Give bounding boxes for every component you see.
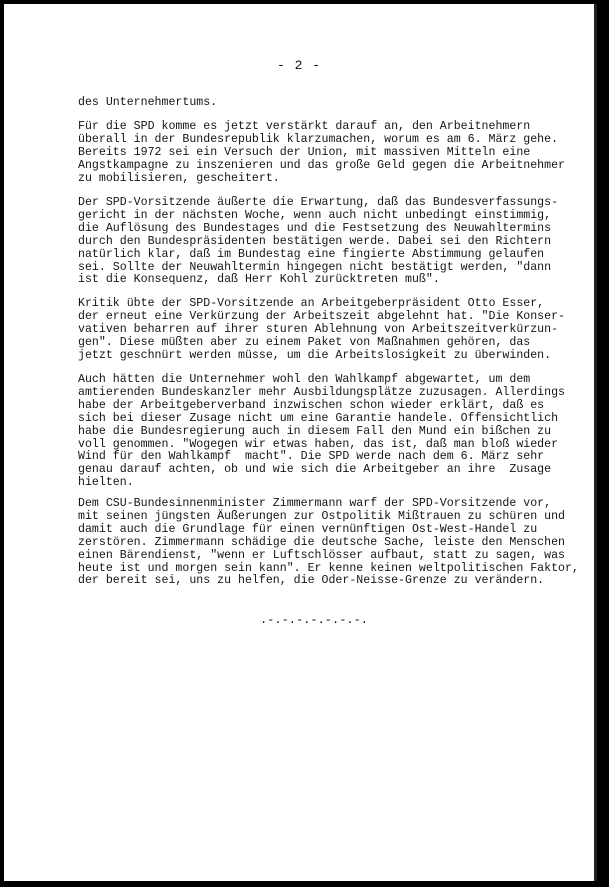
paragraph-zimmermann: Dem CSU-Bundesinnenminister Zimmermann warf der SPD-Vorsitzende vor, mit seinen jüngsten Äußerungen zur Ostpolitik Mißtrauen zu schüren und damit auch die Grundlage für einen vernünftigen Ost-West-Handel zu zerstören. Zimmermann schädige die deutsche Sache, leiste den Menschen einen Bärendienst, "wenn er Luftschlösser aufbaut, statt zu sagen, was heute ist und morgen sein kann". Er kenne keinen weltpolitischen Faktor, der bereit sei, uns zu helfen, die Oder-Neisse-Grenze zu verändern. <box>78 497 579 588</box>
document-page <box>4 4 597 881</box>
paragraph-unternehmer-wahlkampf: Auch hätten die Unternehmer wohl den Wahlkampf abgewartet, um dem amtierenden Bundeskanzler mehr Ausbildungsplätze zuzusagen. Allerdings habe der Arbeitgeberverband inzwischen schon wieder erklärt, daß es sich bei dieser Zusage nicht um eine Garantie handele. Offensichtlich habe die Bundesregierung auch in diesem Fall den Mund ein bißchen zu voll genommen. "Wogegen wir etwas haben, das ist, daß man bloß wieder Wind für den Wahlkampf macht". Die SPD werde nach dem 6. März sehr genau darauf achten, ob und wie sich die Arbeitgeber an ihre Zusage hielten. <box>78 373 566 490</box>
paragraph-bundesverfassungsgericht: Der SPD-Vorsitzende äußerte die Erwartung, daß das Bundesverfassungs- gericht in der nächsten Woche, wenn auch nicht unbedingt einstimmig, die Auflösung des Bundestages und die Festsetzung des Neuwahltermins durch den Bundespräsidenten bestätigen werde. Dabei sei den Richtern natürlich klar, daß im Bundestag eine fingierte Abstimmung gelaufen sei. Sollte der Neuwahltermin hingegen nicht bestätigt werden, "dann ist die Konsequenz, daß Herr Kohl zurücktreten muß". <box>78 196 559 287</box>
paragraph-intro: des Unternehmertums. <box>78 96 218 109</box>
paragraph-kritik-esser: Kritik übte der SPD-Vorsitzende an Arbeitgeberpräsident Otto Esser, der erneut eine Verkürzung der Arbeitszeit abgelehnt hat. "Die Konser- vativen beharren auf ihrer sturen Ablehnung von Arbeitszeitverkürzun- gen". Diese müßten aber zu einem Paket von Maßnahmen gehören, das jetzt geschnürt werden müsse, um die Arbeitslosigkeit zu überwinden. <box>78 297 566 362</box>
end-mark: .-.-.-.-.-.-.-. <box>259 613 369 627</box>
paragraph-spd-arbeitnehmer: Für die SPD komme es jetzt verstärkt darauf an, den Arbeitnehmern überall in der Bundesrepublik klarzumachen, worum es am 6. März gehe. Bereits 1972 sei ein Versuch der Union, mit massiven Mitteln eine Angstkampagne zu inszenieren und das große Geld gegen die Arbeitnehmer zu mobilisieren, gescheitert. <box>78 120 566 185</box>
page-number: - 2 - <box>276 58 321 73</box>
